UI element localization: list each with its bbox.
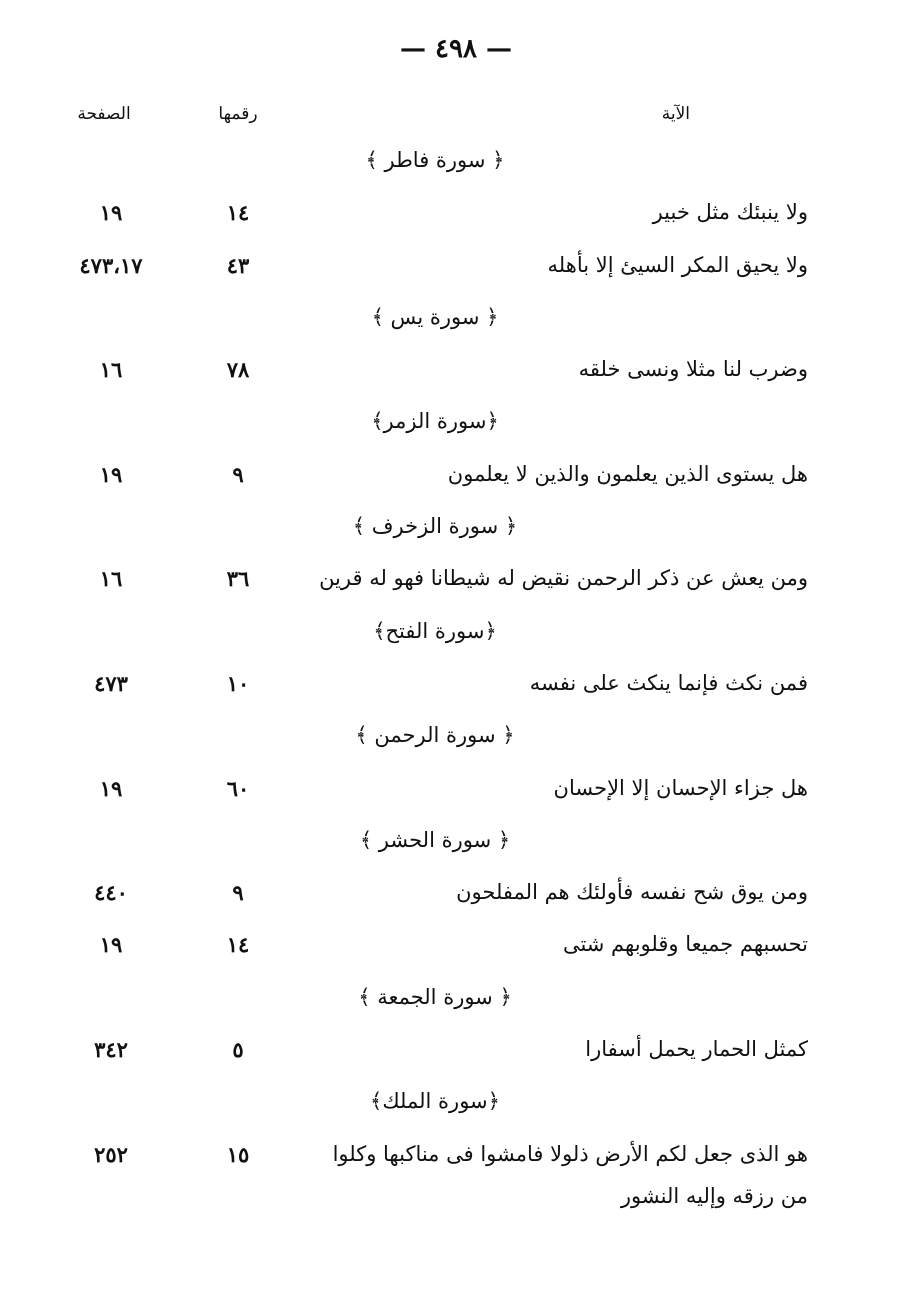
surah-heading bbox=[0, 504, 912, 556]
verse-number: ٩ bbox=[232, 461, 244, 487]
surah-title: ﴿ سورة فاطر ﴾ bbox=[365, 148, 505, 172]
verse-row bbox=[0, 870, 912, 922]
surah-title: ﴿ سورة الرحمن ﴾ bbox=[355, 723, 515, 748]
verse-row bbox=[0, 766, 912, 818]
verse-page: ١٩ bbox=[99, 932, 123, 958]
verse-text: ولا ينبئك مثل خبير bbox=[652, 200, 808, 225]
verse-page: ٤٤٠ bbox=[94, 880, 128, 906]
surah-title: ﴿سورة الملك﴾ bbox=[370, 1089, 500, 1114]
page-number: — ٤٩٨ — bbox=[399, 34, 513, 64]
verse-page: ١٩ bbox=[99, 200, 123, 226]
verse-page: ١٩ bbox=[99, 461, 123, 487]
verse-text: هل يستوى الذين يعلمون والذين لا يعلمون bbox=[447, 461, 808, 486]
verse-text: تحسبهم جميعا وقلوبهم شتى bbox=[562, 932, 808, 957]
header-number: رقمها bbox=[218, 104, 258, 124]
verse-text: هو الذى جعل لكم الأرض ذلولا فامشوا فى مناكبها وكلوا bbox=[332, 1141, 808, 1166]
surah-heading bbox=[0, 818, 912, 870]
surah-title: ﴿سورة الزمر﴾ bbox=[371, 409, 499, 434]
verse-number: ٤٣ bbox=[226, 252, 250, 278]
verse-row bbox=[0, 661, 912, 713]
verse-row bbox=[0, 1027, 912, 1079]
surah-heading bbox=[0, 295, 912, 347]
verse-text: هل جزاء الإحسان إلا الإحسان bbox=[553, 775, 808, 800]
verse-number: ١٥ bbox=[226, 1141, 250, 1167]
verse-number: ١٤ bbox=[226, 932, 250, 958]
surah-heading bbox=[0, 1079, 912, 1131]
verse-row bbox=[0, 347, 912, 399]
verse-text: من رزقه وإليه النشور bbox=[620, 1183, 808, 1208]
verse-text: فمن نكث فإنما ينكث على نفسه bbox=[529, 670, 808, 695]
surah-heading bbox=[0, 138, 912, 190]
verse-number: ٧٨ bbox=[226, 357, 250, 383]
header-page: الصفحة bbox=[77, 104, 131, 124]
verse-text: كمثل الحمار يحمل أسفارا bbox=[585, 1037, 808, 1062]
verse-number: ٩ bbox=[232, 880, 244, 906]
verse-number: ٣٦ bbox=[226, 566, 250, 592]
verse-continuation bbox=[0, 1184, 912, 1236]
verse-row bbox=[0, 556, 912, 608]
surah-title: ﴿ سورة الحشر ﴾ bbox=[359, 827, 511, 852]
surah-heading bbox=[0, 609, 912, 661]
verse-page: ١٦ bbox=[99, 357, 123, 383]
surah-heading bbox=[0, 399, 912, 451]
index-entries bbox=[0, 138, 912, 1236]
verse-row bbox=[0, 1132, 912, 1184]
verse-page: ١٩ bbox=[99, 775, 123, 801]
verse-number: ١٠ bbox=[226, 670, 250, 696]
surah-title: ﴿ سورة يس ﴾ bbox=[371, 304, 499, 329]
verse-text: وضرب لنا مثلا ونسى خلقه bbox=[578, 357, 808, 382]
verse-row bbox=[0, 922, 912, 974]
header-ayah: الآية bbox=[661, 104, 690, 124]
verse-text: ومن يوق شح نفسه فأولئك هم المفلحون bbox=[456, 880, 808, 905]
verse-page: ٤٧٣ bbox=[94, 670, 128, 696]
verse-number: ٦٠ bbox=[226, 775, 250, 801]
verse-page: ١٦ bbox=[99, 566, 123, 592]
surah-title: ﴿ سورة الزخرف ﴾ bbox=[352, 514, 518, 539]
verse-row bbox=[0, 243, 912, 295]
verse-page: ٤٧٣،١٧ bbox=[79, 252, 143, 278]
verse-text: ومن يعش عن ذكر الرحمن نقيض له شيطانا فهو له قرين bbox=[319, 566, 808, 591]
verse-row bbox=[0, 190, 912, 242]
verse-page: ٣٤٢ bbox=[94, 1037, 128, 1063]
surah-title: ﴿سورة الفتح﴾ bbox=[373, 618, 497, 643]
surah-heading bbox=[0, 975, 912, 1027]
table-header bbox=[0, 104, 912, 134]
verse-row bbox=[0, 452, 912, 504]
verse-number: ١٤ bbox=[226, 200, 250, 226]
verse-number: ٥ bbox=[232, 1037, 244, 1063]
surah-title: ﴿ سورة الجمعة ﴾ bbox=[358, 984, 512, 1009]
verse-text: ولا يحيق المكر السيئ إلا بأهله bbox=[547, 252, 808, 277]
verse-page: ٢٥٢ bbox=[94, 1141, 128, 1167]
surah-heading bbox=[0, 713, 912, 765]
